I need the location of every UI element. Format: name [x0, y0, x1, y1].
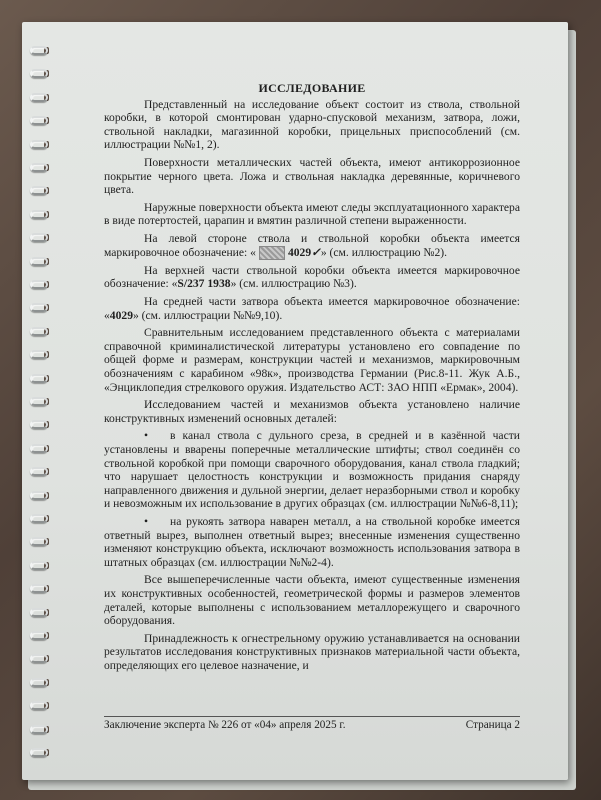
list-item-2-text: на рукоять затвора наварен металл, а на ствольной коробке имеется ответный вырез, выполнен ответный вырез; внесенные изменения существенно изменяют конструкцию объекта, исключают возможность использования затвора в штатных образцах (см. иллюстрации №№2-4).: [104, 514, 520, 569]
binding-coil: [30, 186, 48, 195]
binding-coil: [30, 397, 48, 406]
binding-coil: [30, 116, 48, 125]
binding-coil: [30, 654, 48, 663]
paragraph-8: Исследованием частей и механизмов объекта установлено наличие конструктивных изменений основных деталей:: [104, 398, 520, 425]
paragraph-9: Все вышеперечисленные части объекта, имеют существенные изменения их конструктивных особенностей, геометрической формы и размеров элементов деталей, которые выполнены с использованием металлорежущего и сварочного оборудования.: [104, 573, 520, 628]
binding-coil: [30, 608, 48, 617]
marking-bolt-4029: 4029: [109, 308, 133, 322]
paragraph-6-start: На средней части затвора объекта имеется маркировочное обозначение: «: [104, 295, 520, 322]
marking-s237: S/237 1938: [177, 277, 231, 291]
binding-coil: [30, 69, 48, 78]
paragraph-4-end: » (см. иллюстрацию №2).: [320, 245, 448, 259]
paragraph-2: Поверхности металлических частей объекта, имеют антикоррозионное покрытие черного цвета. Ложа и ствольная накладка деревянные, коричневого цвета.: [104, 155, 520, 197]
binding-coil: [30, 420, 48, 429]
document-title: ИССЛЕДОВАНИЕ: [258, 81, 366, 95]
binding-coil: [30, 701, 48, 710]
bullet-icon: •: [144, 514, 149, 528]
eagle-stamp-icon: [259, 246, 285, 260]
binding-coil: [30, 514, 48, 523]
paragraph-4: [104, 232, 520, 260]
binding-coil: [30, 280, 48, 289]
binding-coil: [30, 491, 48, 500]
binding-coil: [30, 444, 48, 453]
binding-coil: [30, 725, 48, 734]
binding-coil: [30, 140, 48, 149]
binding-coil: [30, 748, 48, 757]
paragraph-5-end: » (см. иллюстрацию №3).: [230, 277, 357, 291]
binding-coil: [30, 163, 48, 172]
page-number: Страница 2: [465, 719, 520, 731]
paragraph-6-end: » (см. иллюстрации №№9,10).: [132, 308, 283, 322]
paragraph-10: Принадлежность к огнестрельному оружию устанавливается на основании результатов исследования конструктивных признаков материальной части объекта, определяющих его целевое назначение, и: [104, 631, 520, 672]
binding-coil: [30, 561, 48, 570]
paragraph-7: Сравнительным исследованием представленного объекта с материалами справочной криминалистической литературы установлено его совпадение по общей форме и размерам, конструкции частей и механизмов, маркировочным обозначениям с карабином «98к», производства Германии (Рис.8-11. Жук А.Б., «Энциклопедия стрелкового оружия. Издательство АСТ: ЗАО НПП «Ермак», 2004).: [104, 326, 520, 394]
binding-coil: [30, 327, 48, 336]
paragraph-5: [104, 264, 520, 291]
page-footer: [104, 716, 520, 731]
binding-coil: [30, 210, 48, 219]
binding-coil: [30, 374, 48, 383]
bullet-icon: •: [144, 429, 149, 443]
binding-coil: [30, 46, 48, 55]
binding-coil: [30, 93, 48, 102]
document-body: [104, 82, 520, 677]
marking-4029: 4029: [287, 245, 312, 259]
list-item-1: [104, 429, 520, 511]
list-item-1-text: в канал ствола с дульного среза, в средней и в казённой части установлены и вварены поперечные металлические штифты; ствол соединён со ствольной коробкой при помощи сварочного оборудования, канал ствола гладкий; что нарушает целостность конструкции и возможность придания снаряду направленного движения и дульной энергии, делает неразборными ствол и коробку и невозможным их использование в других образцах (см. иллюстрации №№6-8,11);: [104, 429, 520, 511]
paragraph-1: Представленный на исследование объект состоит из ствола, ствольной коробки, в которой смонтирован ударно-спусковой механизм, затвора, ложи, ствольной накладки, магазинной коробки, прицельных приспособлений (см. иллюстрации №№1, 2).: [104, 97, 520, 152]
binding-coil: [30, 631, 48, 640]
paragraph-5-start: На верхней части ствольной коробки объекта имеется маркировочное обозначение: «: [104, 263, 520, 291]
paragraph-3: Наружные поверхности объекта имеют следы эксплуатационного характера в виде потертостей, царапин и вмятин различной степени выраженности.: [104, 200, 520, 228]
binding-coil: [30, 350, 48, 359]
list-item-2: [104, 515, 520, 569]
footer-conclusion-ref: Заключение эксперта № 226 от «04» апреля 2025 г.: [104, 719, 346, 731]
binding-coil: [30, 233, 48, 242]
paragraph-4-start: На левой стороне ствола и ствольной коробки объекта имеется маркировочное обозначение: «: [104, 231, 520, 259]
binding-coil: [30, 678, 48, 687]
binding-coil: [30, 467, 48, 476]
binding-coil: [30, 584, 48, 593]
paragraph-6: [104, 295, 520, 322]
binding-coil: [30, 303, 48, 312]
binding-coil: [30, 537, 48, 546]
pen-mark-icon: ✓: [311, 245, 321, 259]
binding-coil: [30, 257, 48, 266]
